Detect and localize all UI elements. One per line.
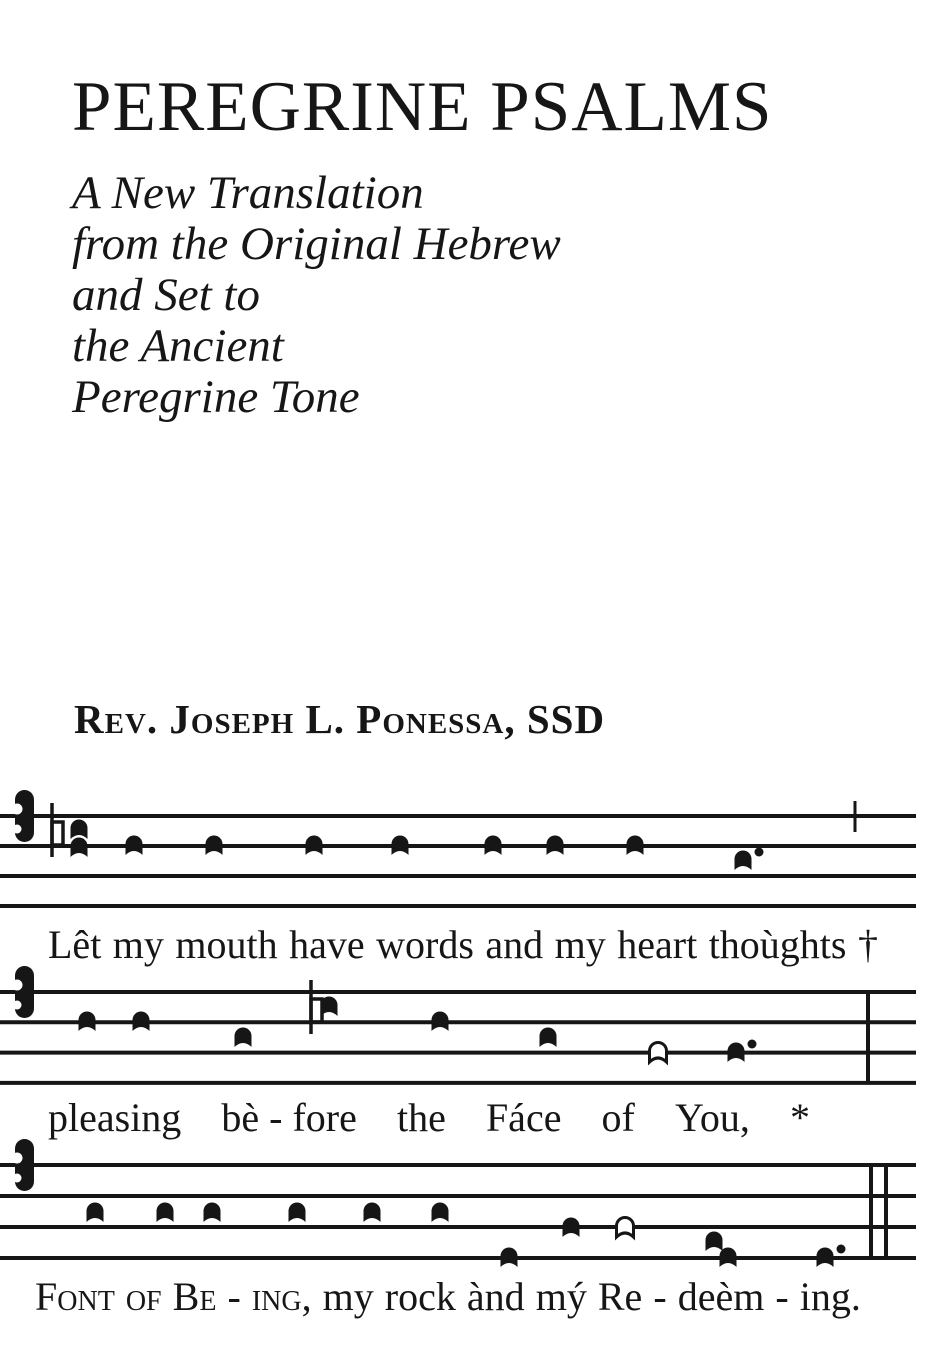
lyric-word: my <box>322 1274 374 1319</box>
lyric-word: * <box>789 1095 810 1140</box>
lyric-word: Fáce <box>485 1095 562 1140</box>
punctum-note <box>563 1218 580 1238</box>
lyric-word: have <box>289 922 365 967</box>
lyric-word: and <box>485 922 544 967</box>
punctum-note <box>432 1203 449 1223</box>
lyric-word: mý <box>535 1274 587 1319</box>
flat-icon <box>52 803 63 857</box>
punctum-note <box>87 1203 104 1223</box>
punctum-note <box>206 836 223 856</box>
mora-dot <box>748 1040 757 1049</box>
punctum-note <box>547 836 564 856</box>
lyric-word: - <box>653 1274 667 1319</box>
lyric-word: words <box>376 922 474 967</box>
lyric-word: ànd <box>466 1274 525 1319</box>
do-clef-icon <box>12 790 35 842</box>
subtitle <box>72 168 561 423</box>
lyric-word: - <box>775 1274 789 1319</box>
lyric-word: Font <box>35 1274 115 1319</box>
flat-icon <box>311 980 322 1034</box>
punctum-note <box>735 851 752 871</box>
lyric-word: heart <box>617 922 698 967</box>
subtitle-line: Peregrine Tone <box>72 371 360 423</box>
lyric-word: Be <box>172 1274 217 1319</box>
lyric-word: deèm <box>677 1274 765 1319</box>
lyric-word: † <box>857 922 878 967</box>
punctum-note <box>501 1248 518 1268</box>
do-clef-icon <box>12 966 35 1018</box>
chant-lyrics-line-3 <box>35 1276 861 1318</box>
mora-dot <box>837 1245 846 1254</box>
lyric-word: mouth <box>175 922 278 967</box>
punctum-note <box>133 1012 150 1032</box>
lyric-word: the <box>396 1095 446 1140</box>
punctum-note <box>728 1043 745 1063</box>
punctum-note <box>79 1012 96 1032</box>
punctum-note <box>321 997 338 1017</box>
hollow-note <box>617 1218 634 1238</box>
lyric-word: rock <box>384 1274 456 1319</box>
lyric-word: my <box>112 922 164 967</box>
punctum-note <box>306 836 323 856</box>
page-title: PEREGRINE PSALMS <box>72 68 773 146</box>
punctum-note <box>392 836 409 856</box>
lyric-word: thoùghts <box>708 922 847 967</box>
staff-3 <box>0 1139 916 1267</box>
lyric-word: You, <box>674 1095 750 1140</box>
punctum-note <box>364 1203 381 1223</box>
lyric-word: - <box>227 1274 241 1319</box>
hollow-note <box>650 1043 667 1063</box>
subtitle-line: and Set to <box>72 269 260 321</box>
lyric-word: pleasing <box>48 1095 182 1140</box>
punctum-note <box>71 820 88 840</box>
punctum-note <box>204 1203 221 1223</box>
mora-dot <box>755 848 764 857</box>
lyric-word: ing. <box>799 1274 861 1319</box>
punctum-note <box>485 836 502 856</box>
subtitle-line: A New Translation <box>72 167 424 219</box>
punctum-note <box>540 1028 557 1048</box>
lyric-word: Lêt <box>48 922 102 967</box>
punctum-note <box>817 1248 834 1268</box>
punctum-note <box>235 1028 252 1048</box>
chant-lyrics-line-2 <box>48 1097 810 1139</box>
subtitle-line: from the Original Hebrew <box>72 218 561 270</box>
lyric-word: of <box>125 1274 162 1319</box>
subtitle-line: the Ancient <box>72 320 284 372</box>
punctum-note <box>289 1203 306 1223</box>
punctum-note <box>627 836 644 856</box>
punctum-note <box>432 1012 449 1032</box>
staff-1 <box>0 790 916 906</box>
staff-2 <box>0 966 916 1083</box>
lyric-word: of <box>601 1095 635 1140</box>
do-clef-icon <box>12 1139 35 1191</box>
punctum-note <box>157 1203 174 1223</box>
lyric-word: bè - fore <box>221 1095 357 1140</box>
lyric-word: ing, <box>251 1274 312 1319</box>
punctum-note <box>706 1232 723 1252</box>
punctum-note <box>71 838 88 858</box>
author-line: Rev. Joseph L. Ponessa, SSD <box>74 696 606 742</box>
chant-lyrics-line-1 <box>48 924 878 966</box>
punctum-note <box>126 836 143 856</box>
punctum-note <box>720 1248 737 1268</box>
lyric-word: my <box>554 922 606 967</box>
lyric-word: Re <box>597 1274 643 1319</box>
